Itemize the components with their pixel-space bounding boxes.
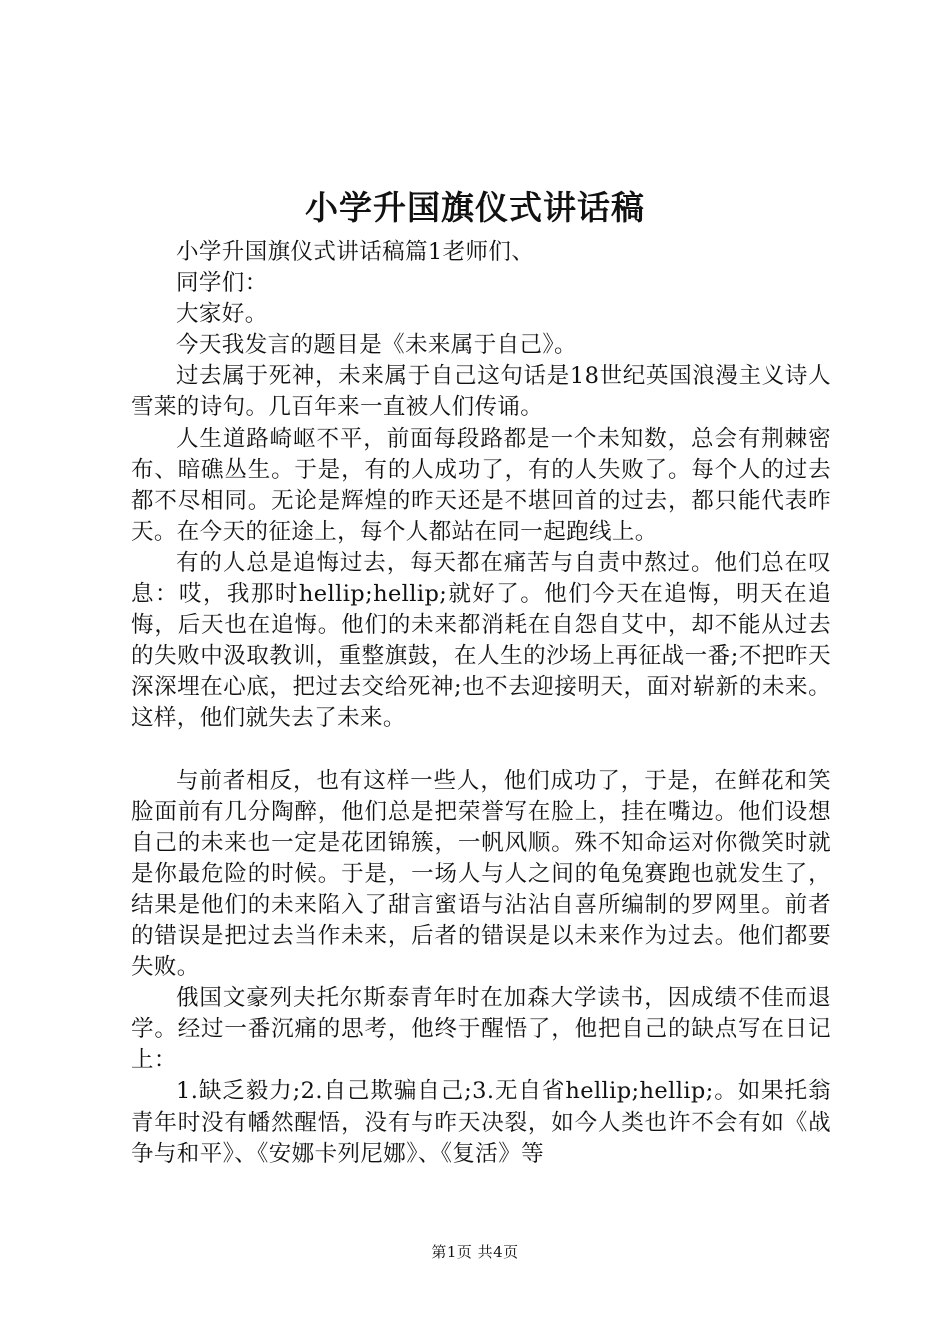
paragraph-spacer [131,735,831,766]
document-title: 小学升国旗仪式讲话稿 [305,188,645,227]
paragraph-greeting: 大家好。 [176,301,268,328]
paragraph-regret: 有的人总是追悔过去，每天都在痛苦与自责中熬过。他们总在叹息：哎，我那时hellip;hellip;就好了。他们今天在追悔，明天在追悔，后天也在追悔。他们的未来都消耗在自怨自艾中，却不能从过去的失败中汲取教训，重整旗鼓，在人生的沙场上再征战一番;不把昨天深深埋在心底，把过去交给死神;也不去迎接明天，面对崭新的未来。这样，他们就失去了未来。 [131,549,831,732]
paragraph-opening: 小学升国旗仪式讲话稿篇1老师们、 [176,239,535,265]
page-footer: 第1页 共4页 [431,1243,519,1261]
paragraph-quote: 过去属于死神，未来属于自己这句话是18世纪英国浪漫主义诗人雪莱的诗句。几百年来一直被人们传诵。 [131,363,831,421]
document-body [131,237,831,1170]
paragraph-contrast: 与前者相反，也有这样一些人，他们成功了，于是，在鲜花和笑脸面前有几分陶醉，他们总是把荣誉写在脸上，挂在嘴边。他们设想自己的未来也一定是花团锦簇，一帆风顺。殊不知命运对你微笑时就是你最危险的时候。于是，一场人与人之间的龟兔赛跑也就发生了，结果是他们的未来陷入了甜言蜜语与沾沾自喜所编制的罗网里。前者的错误是把过去当作未来，后者的错误是以未来作为过去。他们都要失败。 [131,767,831,981]
paragraph-tolstoy: 俄国文豪列夫托尔斯泰青年时在加森大学读书，因成绩不佳而退学。经过一番沉痛的思考，他终于醒悟了，他把自己的缺点写在日记上： [131,985,831,1074]
paragraph-topic: 今天我发言的题目是《未来属于自己》。 [176,332,577,359]
paragraph-shortcomings: 1.缺乏毅力;2.自己欺骗自己;3.无自省hellip;hellip;。如果托翁青年时没有幡然醒悟，没有与昨天决裂，如今人类也许不会有如《战争与和平》、《安娜卡列尼娜》、《复活》等 [131,1078,831,1167]
paragraph-life-road: 人生道路崎岖不平，前面每段路都是一个未知数，总会有荆棘密布、暗礁丛生。于是，有的人成功了，有的人失败了。每个人的过去都不尽相同。无论是辉煌的昨天还是不堪回首的过去，都只能代表昨天。在今天的征途上，每个人都站在同一起跑线上。 [131,425,831,545]
paragraph-salutation: 同学们： [176,270,268,297]
